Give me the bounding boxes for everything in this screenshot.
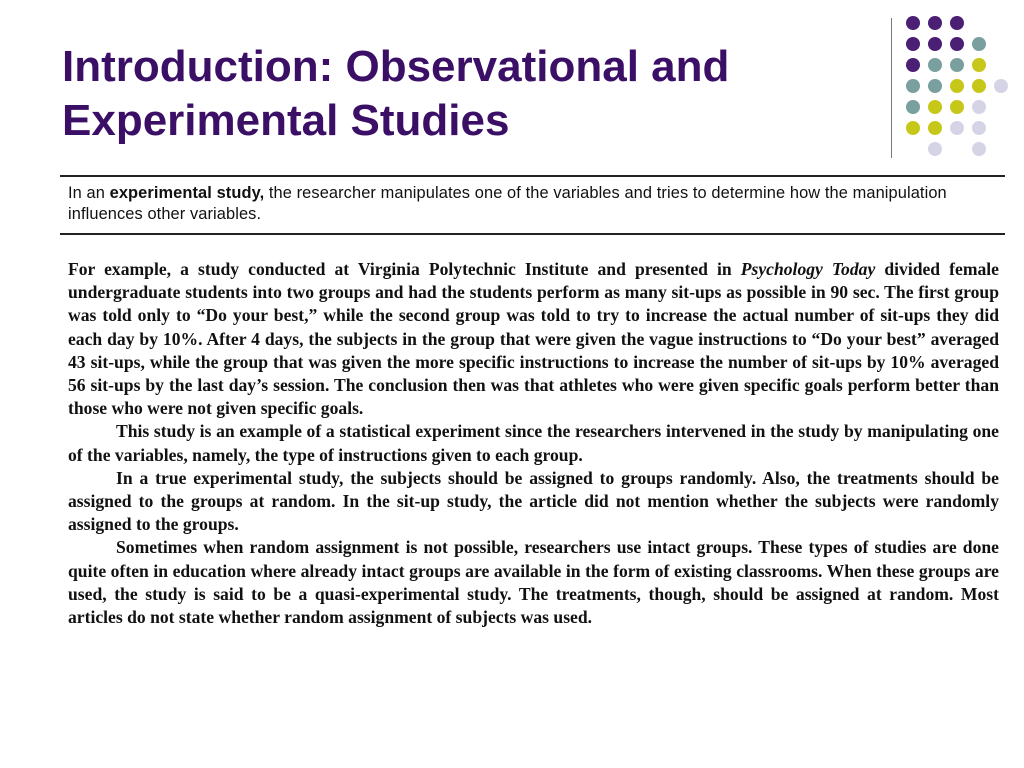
dot [928, 121, 942, 135]
dot [928, 142, 942, 156]
dot [972, 121, 986, 135]
dot [928, 16, 942, 30]
definition-box [68, 183, 999, 225]
dot [928, 79, 942, 93]
slide-title: Introduction: Observational and Experimental Studies [62, 42, 730, 145]
paragraph-statistical-experiment: This study is an example of a statistical experiment since the researchers intervened in the study by manipulating one of the variables, namely, the type of instructions given to each group. [68, 421, 999, 465]
definition-rest: the researcher manipulates one of the variables and tries to determine how the manipulation influences other variables. [68, 184, 947, 223]
dot [994, 79, 1008, 93]
dot [972, 100, 986, 114]
definition-lead: In an [68, 184, 110, 202]
dot [950, 37, 964, 51]
body-text [68, 258, 999, 629]
paragraph-quasi-rest: The treatments, though, should be assigned at random. Most articles do not state whether random assignment of subjects was used. [68, 583, 999, 628]
dot [972, 37, 986, 51]
source-citation: Psychology Today [740, 259, 876, 279]
paragraph-true-experiment: In a true experimental study, the subjects should be assigned to groups randomly. Also, the treatments should be assigned to the groups at random. In the sit-up study, the article did not mention whether the subjects were randomly assigned to the groups. [68, 467, 999, 535]
definition-top-rule [60, 175, 1005, 177]
dot [906, 79, 920, 93]
dot [928, 100, 942, 114]
definition-bottom-rule [60, 233, 1005, 235]
dot [950, 79, 964, 93]
dot [928, 58, 942, 72]
dot [928, 37, 942, 51]
paragraph-example [68, 258, 999, 420]
quasi-experimental-term: quasi-experimental study. [314, 583, 512, 604]
dot [906, 100, 920, 114]
title-divider [891, 18, 892, 158]
scanned-textbook-excerpt [60, 170, 1005, 730]
definition-term: experimental study, [109, 184, 265, 202]
dot [950, 100, 964, 114]
dot [950, 58, 964, 72]
dot [972, 142, 986, 156]
paragraph-example-start: For example, a study conducted at Virginia Polytechnic Institute and presented in [68, 259, 741, 279]
decorative-dot-grid [905, 15, 1021, 165]
dot [906, 16, 920, 30]
paragraph-example-rest: divided female undergraduate students into two groups and had the students perform as many sit-ups as possible in 90 sec. The first group was told only to “Do your best,” while the second group was told to try to increase the actual number of sit-ups they did each day by 10%. After 4 days, the subjects in the group that were given the vague instructions to “Do your best” averaged 43 sit-ups, while the group that was given the more specific instructions to increase the number of sit-ups by 10% averaged 56 sit-ups by the last day’s session. The conclusion then was that athletes who were given specific goals perform better than those who were not given specific goals. [68, 259, 999, 419]
dot [950, 16, 964, 30]
paragraph-quasi-start: Sometimes when random assignment is not possible, researchers use intact groups. These types of studies are done quite often in education where already intact groups are available in the form of existing classrooms. When these groups are used, the study is said to be a [68, 537, 999, 604]
dot [906, 121, 920, 135]
paragraph-quasi-experiment [68, 536, 999, 629]
dot [972, 79, 986, 93]
dot [950, 121, 964, 135]
dot [906, 58, 920, 72]
dot [906, 37, 920, 51]
dot [972, 58, 986, 72]
